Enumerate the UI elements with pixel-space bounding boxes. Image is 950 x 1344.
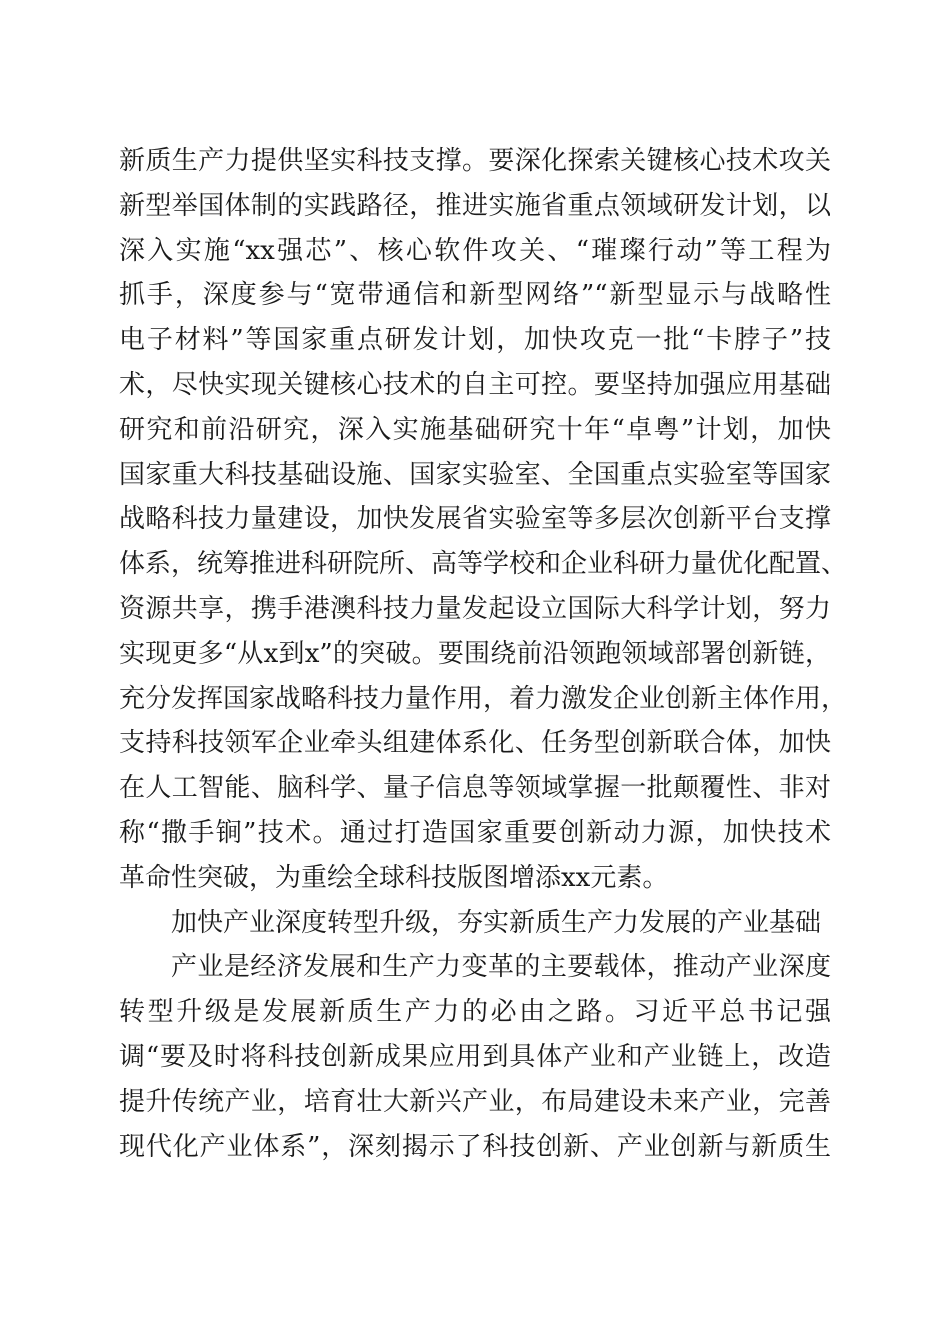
text-line: 革命性突破，为重绘全球科技版图增添xx元素。: [119, 862, 669, 893]
text-line: 研究和前沿研究，深入实施基础研究十年“卓粤”计划，加快: [119, 414, 831, 445]
text-line: 新型举国体制的实践路径，推进实施省重点领域研发计划，以: [119, 190, 831, 221]
text-line: 提升传统产业，培育壮大新兴产业，布局建设未来产业，完善: [119, 1086, 831, 1117]
text-line: 充分发挥国家战略科技力量作用，着力激发企业创新主体作用，: [119, 683, 848, 714]
text-line: 新质生产力提供坚实科技支撑。要深化探索关键核心技术攻关: [119, 146, 831, 176]
body-text: [119, 139, 848, 1169]
text-line: 国家重大科技基础设施、国家实验室、全国重点实验室等国家: [119, 459, 831, 490]
text-line: 体系，统筹推进科研院所、高等学校和企业科研力量优化配置、: [119, 549, 848, 580]
section-heading: 加快产业深度转型升级，夯实新质生产力发展的产业基础: [171, 907, 822, 938]
text-line: 抓手，深度参与“宽带通信和新型网络”“新型显示与战略性: [119, 280, 831, 311]
text-line: 深入实施“xx强芯”、核心软件攻关、“璀璨行动”等工程为: [119, 235, 831, 266]
text-line: 现代化产业体系”，深刻揭示了科技创新、产业创新与新质生: [119, 1131, 831, 1162]
text-line: 资源共享，携手港澳科技力量发起设立国际大科学计划，努力: [119, 593, 831, 624]
text-line: 实现更多“从x到x”的突破。要围绕前沿领跑领域部署创新链，: [119, 638, 831, 669]
text-line: 调“要及时将科技创新成果应用到具体产业和产业链上，改造: [119, 1041, 831, 1072]
text-line: 支持科技领军企业牵头组建体系化、任务型创新联合体，加快: [119, 728, 831, 759]
text-line: 电子材料”等国家重点研发计划，加快攻克一批“卡脖子”技: [119, 325, 831, 356]
text-line: 转型升级是发展新质生产力的必由之路。习近平总书记强: [119, 997, 831, 1028]
text-line: 称“撒手锏”技术。通过打造国家重要创新动力源，加快技术: [119, 817, 831, 848]
text-line: 产业是经济发展和生产力变革的主要载体，推动产业深度: [171, 952, 831, 983]
text-line: 战略科技力量建设，加快发展省实验室等多层次创新平台支撑: [119, 504, 831, 535]
text-line: 术，尽快实现关键核心技术的自主可控。要坚持加强应用基础: [119, 369, 831, 400]
text-line: 在人工智能、脑科学、量子信息等领域掌握一批颠覆性、非对: [119, 773, 831, 804]
